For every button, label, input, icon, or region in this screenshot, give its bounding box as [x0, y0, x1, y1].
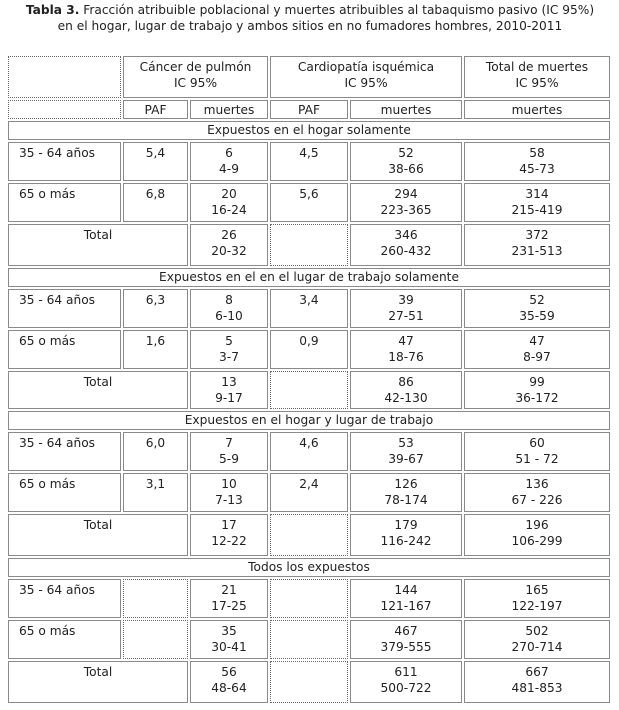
- muertes-cancer-cell: 5 3-7: [190, 330, 268, 369]
- section-title: Expuestos en el en el lugar de trabajo solamente: [8, 268, 610, 287]
- row-label: 65 o más: [8, 473, 121, 512]
- paf-cancer-cell: 6,8: [123, 183, 188, 222]
- header-corner: [8, 56, 121, 98]
- paf-card-cell: [270, 371, 348, 409]
- muertes-cancer-cell: 56 48-64: [190, 661, 268, 703]
- muertes-total-cell: 47 8-97: [464, 330, 610, 369]
- header-cancer: Cáncer de pulmón IC 95%: [123, 56, 268, 98]
- row-label: Total: [8, 514, 188, 556]
- row-label: Total: [8, 661, 188, 703]
- muertes-cancer-cell: 17 12-22: [190, 514, 268, 556]
- row-label: Total: [8, 224, 188, 266]
- subheader-muertes-cancer: muertes: [190, 100, 268, 119]
- muertes-card-cell: 39 27-51: [350, 289, 462, 328]
- muertes-cancer-cell: 20 16-24: [190, 183, 268, 222]
- row-label: 35 - 64 años: [8, 289, 121, 328]
- subheader-muertes-total: muertes: [464, 100, 610, 119]
- paf-cancer-cell: 1,6: [123, 330, 188, 369]
- paf-card-cell: 3,4: [270, 289, 348, 328]
- muertes-card-cell: 52 38-66: [350, 142, 462, 181]
- paf-card-cell: 4,6: [270, 432, 348, 471]
- caption-line-2: en el hogar, lugar de trabajo y ambos sitios en no fumadores hombres, 2010-2011: [57, 19, 563, 33]
- muertes-cancer-cell: 10 7-13: [190, 473, 268, 512]
- muertes-total-cell: 99 36-172: [464, 371, 610, 409]
- muertes-cancer-cell: 26 20-32: [190, 224, 268, 266]
- paf-card-cell: [270, 620, 348, 659]
- caption-label: Tabla 3.: [25, 3, 80, 17]
- row-label: 65 o más: [8, 183, 121, 222]
- muertes-cancer-cell: 6 4-9: [190, 142, 268, 181]
- muertes-card-cell: 611 500-722: [350, 661, 462, 703]
- subheader-paf-card: PAF: [270, 100, 348, 119]
- section-title: Expuestos en el hogar solamente: [8, 121, 610, 140]
- muertes-cancer-cell: 8 6-10: [190, 289, 268, 328]
- muertes-total-cell: 667 481-853: [464, 661, 610, 703]
- muertes-card-cell: 86 42-130: [350, 371, 462, 409]
- header-total: Total de muertes IC 95%: [464, 56, 610, 98]
- paf-card-cell: [270, 661, 348, 703]
- caption-line-1: Fracción atribuible poblacional y muertes atribuibles al tabaquismo pasivo (IC 95%): [83, 3, 595, 17]
- paf-card-cell: 2,4: [270, 473, 348, 512]
- muertes-card-cell: 126 78-174: [350, 473, 462, 512]
- muertes-total-cell: 165 122-197: [464, 579, 610, 618]
- muertes-cancer-cell: 7 5-9: [190, 432, 268, 471]
- muertes-cancer-cell: 21 17-25: [190, 579, 268, 618]
- subheader-corner: [8, 100, 121, 119]
- muertes-card-cell: 47 18-76: [350, 330, 462, 369]
- paf-card-cell: [270, 514, 348, 556]
- row-label: 65 o más: [8, 330, 121, 369]
- row-label: Total: [8, 371, 188, 409]
- row-label: 35 - 64 años: [8, 432, 121, 471]
- paf-card-cell: [270, 579, 348, 618]
- muertes-total-cell: 58 45-73: [464, 142, 610, 181]
- row-label: 35 - 64 años: [8, 579, 121, 618]
- section-title: Todos los expuestos: [8, 558, 610, 577]
- paf-cancer-cell: 6,0: [123, 432, 188, 471]
- paf-card-cell: 4,5: [270, 142, 348, 181]
- paf-cancer-cell: 6,3: [123, 289, 188, 328]
- paf-card-cell: [270, 224, 348, 266]
- section-title: Expuestos en el hogar y lugar de trabajo: [8, 411, 610, 430]
- subheader-paf-cancer: PAF: [123, 100, 188, 119]
- muertes-cancer-cell: 13 9-17: [190, 371, 268, 409]
- muertes-total-cell: 196 106-299: [464, 514, 610, 556]
- muertes-total-cell: 52 35-59: [464, 289, 610, 328]
- muertes-card-cell: 346 260-432: [350, 224, 462, 266]
- muertes-card-cell: 467 379-555: [350, 620, 462, 659]
- paf-card-cell: 0,9: [270, 330, 348, 369]
- paf-cancer-cell: [123, 620, 188, 659]
- paf-cancer-cell: 3,1: [123, 473, 188, 512]
- muertes-total-cell: 60 51 - 72: [464, 432, 610, 471]
- header-cardiopatia: Cardiopatía isquémica IC 95%: [270, 56, 462, 98]
- muertes-card-cell: 144 121-167: [350, 579, 462, 618]
- paf-cancer-cell: [123, 579, 188, 618]
- muertes-card-cell: 179 116-242: [350, 514, 462, 556]
- paf-cancer-cell: 5,4: [123, 142, 188, 181]
- muertes-cancer-cell: 35 30-41: [190, 620, 268, 659]
- row-label: 65 o más: [8, 620, 121, 659]
- muertes-total-cell: 372 231-513: [464, 224, 610, 266]
- muertes-card-cell: 294 223-365: [350, 183, 462, 222]
- subheader-muertes-card: muertes: [350, 100, 462, 119]
- paf-card-cell: 5,6: [270, 183, 348, 222]
- row-label: 35 - 64 años: [8, 142, 121, 181]
- muertes-total-cell: 314 215-419: [464, 183, 610, 222]
- muertes-total-cell: 136 67 - 226: [464, 473, 610, 512]
- table-caption: [4, 2, 616, 34]
- muertes-total-cell: 502 270-714: [464, 620, 610, 659]
- muertes-card-cell: 53 39-67: [350, 432, 462, 471]
